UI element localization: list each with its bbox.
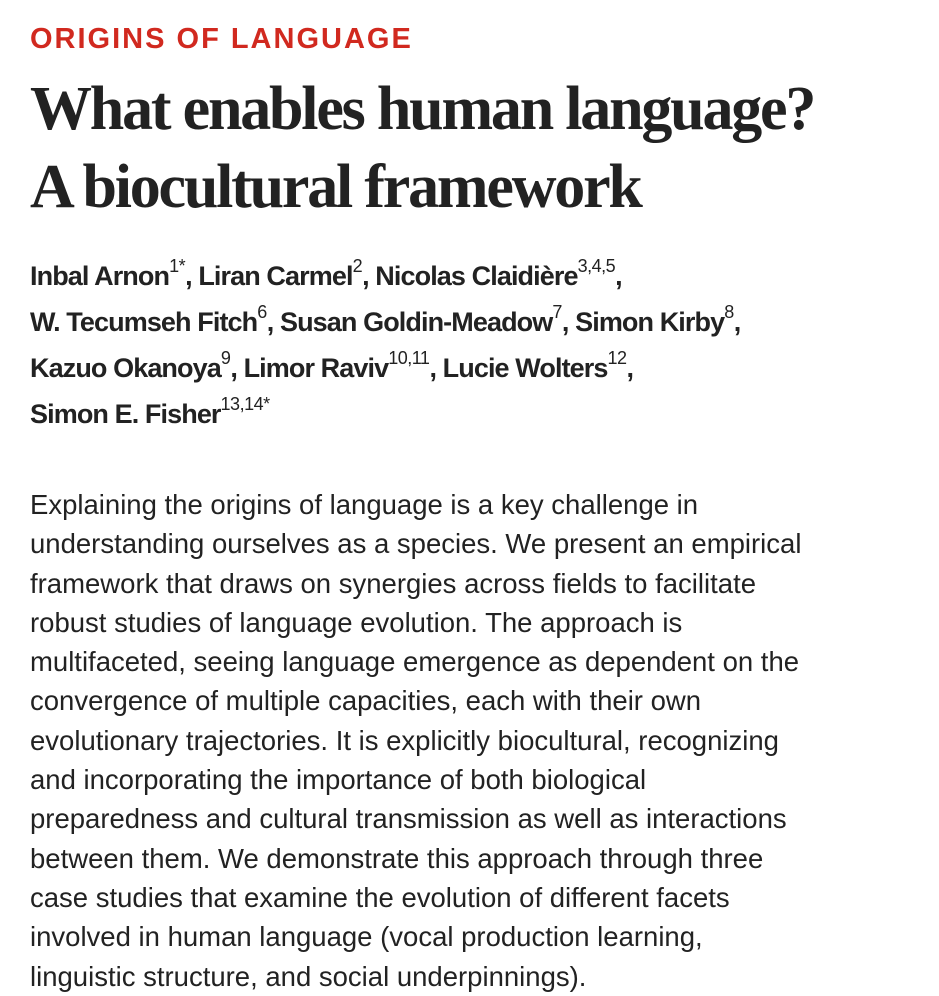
abstract-line: between them. We demonstrate this approach through three — [30, 842, 764, 874]
abstract-line: understanding ourselves as a species. We present an empirical — [30, 528, 802, 560]
author-affiliation: 7 — [552, 302, 562, 322]
author-separator: , — [266, 307, 280, 337]
author-separator: , — [626, 353, 634, 383]
author-list — [30, 250, 925, 434]
title-line: A biocultural framework — [30, 153, 641, 221]
abstract-line: case studies that examine the evolution of different facets — [30, 881, 730, 913]
author-affiliation: 3,4,5 — [577, 256, 616, 276]
author[interactable] — [30, 394, 270, 429]
author-affiliation: 10,11 — [388, 348, 430, 368]
author-affiliation: 9 — [220, 348, 231, 368]
author-name: Liran Carmel — [198, 261, 353, 291]
abstract — [30, 485, 925, 996]
author-affiliation: 1* — [169, 256, 186, 276]
author-name: Susan Goldin-Meadow — [279, 307, 553, 337]
author-affiliation: 6 — [257, 302, 267, 322]
author-affiliation: 12 — [607, 348, 627, 368]
author-name: Simon Kirby — [575, 307, 725, 337]
author-separator: , — [561, 307, 576, 337]
article-header — [30, 0, 925, 996]
author-separator: , — [185, 261, 199, 291]
author[interactable] — [575, 302, 734, 337]
author[interactable] — [375, 256, 616, 291]
author[interactable] — [243, 348, 430, 383]
abstract-line: framework that draws on synergies across fields to facilitate — [30, 567, 756, 599]
author-name: W. Tecumseh Fitch — [30, 307, 258, 337]
author[interactable] — [30, 348, 231, 383]
abstract-line: Explaining the origins of language is a key challenge in — [30, 489, 699, 520]
author-affiliation: 8 — [724, 302, 734, 322]
author-separator: , — [230, 353, 244, 383]
abstract-line: preparedness and cultural transmission as well as interactions — [30, 803, 787, 835]
abstract-line: robust studies of language evolution. The approach is — [30, 606, 683, 638]
author-separator: , — [615, 261, 622, 291]
author[interactable] — [30, 302, 267, 337]
title-line: What enables human language? — [30, 75, 815, 143]
author[interactable] — [279, 302, 562, 337]
article-title — [30, 70, 925, 226]
author-name: Lucie Wolters — [442, 353, 608, 383]
abstract-line: and incorporating the importance of both biological — [30, 764, 647, 796]
author-separator: , — [429, 353, 443, 383]
author-line — [30, 388, 925, 434]
section-label: ORIGINS OF LANGUAGE — [30, 23, 413, 55]
author-affiliation: 13,14* — [220, 394, 270, 414]
author[interactable] — [442, 348, 627, 383]
abstract-line: linguistic structure, and social underpinnings). — [30, 960, 587, 992]
abstract-line: convergence of multiple capacities, each with their own — [30, 685, 702, 717]
author-separator: , — [733, 307, 741, 337]
abstract-line: evolutionary trajectories. It is explicitly biocultural, recognizing — [30, 724, 779, 756]
author-name: Inbal Arnon — [30, 261, 170, 291]
author-affiliation: 2 — [352, 256, 363, 276]
author-separator: , — [362, 261, 376, 291]
author-line — [30, 296, 925, 342]
author-name: Kazuo Okanoya — [30, 353, 221, 383]
author[interactable] — [198, 256, 363, 291]
author-line — [30, 250, 925, 296]
author[interactable] — [30, 256, 186, 291]
abstract-line: multifaceted, seeing language emergence as dependent on the — [30, 646, 800, 678]
author-line — [30, 342, 925, 388]
author-name: Nicolas Claidière — [375, 261, 578, 291]
author-name: Limor Raviv — [243, 353, 389, 383]
author-name: Simon E. Fisher — [30, 399, 221, 429]
abstract-line: involved in human language (vocal production learning, — [30, 921, 703, 953]
